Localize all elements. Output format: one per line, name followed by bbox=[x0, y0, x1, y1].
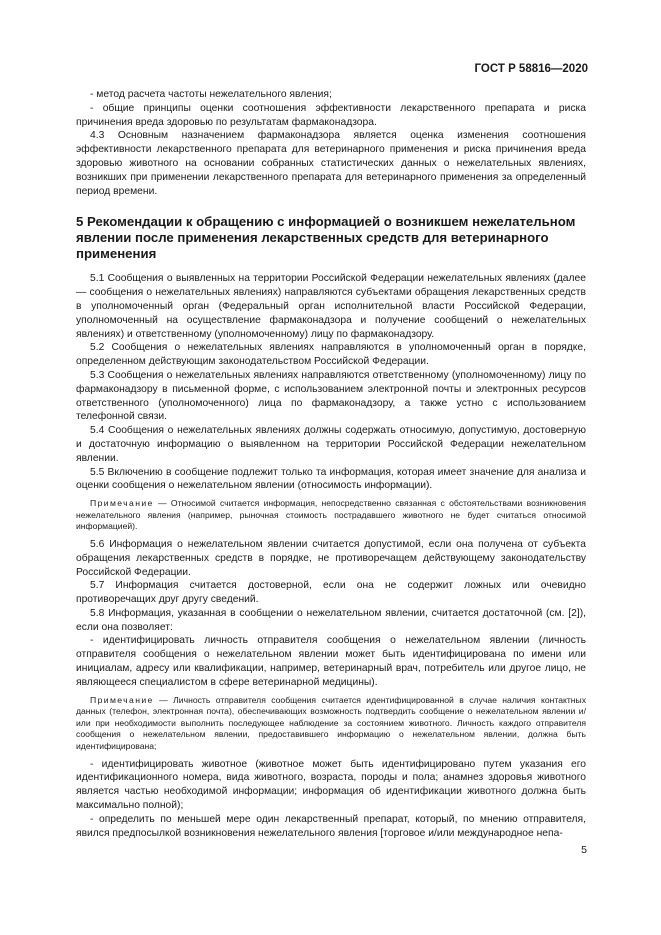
clause-5-4: 5.4 Сообщения о нежелательных явлениях должны содержать относимую, допустимую, достоверную и достаточную информацию о выявленном на территории Российской Федерации нежелательном явлении. bbox=[76, 425, 586, 464]
list-item: - общие принципы оценки соотношения эффективности лекарственного препарата и риска причинения вреда здоровью по результатам фармаконадзора. bbox=[76, 102, 586, 128]
page-number: 5 bbox=[581, 844, 587, 856]
clause-5-3: 5.3 Сообщения о нежелательных явлениях направляются ответственному (уполномоченному) лицу по фармаконадзору в письменной форме, с использованием электронной почты и электронных ресурсов ответственного (уполномоченного) лица по фармаконадзору, а также устно с использованием телефонной связи. bbox=[76, 369, 586, 423]
list-item: - метод расчета частоты нежелательного явления; bbox=[90, 89, 332, 100]
clause-5-2: 5.2 Сообщения о нежелательных явлениях направляются в уполномоченный орган в порядке, определенном действующим законодательством Российской Федерации. bbox=[76, 342, 586, 368]
note-1 bbox=[76, 498, 586, 533]
section-5-title: 5 Рекомендации к обращению с информацией о возникшем нежелательном явлении после применения лекарственных средств для ветеринарного применения bbox=[76, 214, 576, 262]
list-item: - идентифицировать животное (животное может быть идентифицировано путем указания его идентификационного номера, вида животного, возраста, породы и пола; анамнез здоровья животного является частью необходимой информации; информация об идентификации животного должна быть максимально полной); bbox=[76, 758, 586, 812]
note-label: Примечание bbox=[90, 694, 154, 705]
list-item: - идентифицировать личность отправителя сообщения о нежелательном явлении (личность отправителя сообщения о нежелательном явлении может быть идентифицирована по имени или инициалам, адресу или квалификации, например, ветеринарный врач, потребитель или другое лицо, не являющееся специалистом в сфере ветеринарной медицины). bbox=[76, 635, 586, 688]
note-2 bbox=[76, 695, 586, 753]
note-text: — Относимой считается информация, непосредственно связанная с обстоятельствами возникновения нежелательного явления (например, рыночная стоимость пострадавшего животного не будет считаться относимой информацией). bbox=[76, 498, 586, 532]
clause-5-7: 5.7 Информация считается достоверной, если она не содержит ложных или очевидно противоречащих друг другу сведений. bbox=[76, 580, 586, 606]
standard-id: ГОСТ Р 58816—2020 bbox=[474, 63, 588, 75]
list-item: - определить по меньшей мере один лекарственный препарат, который, по мнению отправителя, явился предпосылкой возникновения нежелательного явления [торговое и/или международное непа- bbox=[76, 813, 586, 839]
clause-5-8: 5.8 Информация, указанная в сообщении о нежелательном явлении, считается достаточной (см. [2]), если она позволяет: bbox=[76, 607, 586, 633]
clause-5-6: 5.6 Информация о нежелательном явлении считается допустимой, если она получена от субъекта обращения лекарственных средств в порядке, не противоречащем действующему законодательству Российской Федерации. bbox=[76, 538, 586, 578]
note-text: — Личность отправителя сообщения считается идентифицированной в случае наличия контактных данных (телефон, электронная почта), обеспечивающих возможность подтвердить сообщение о нежелательном явлении и/или при необходимости выполнить последующее наблюдение за состоянием животного. Личность каждого отправителя сообщения о нежелательном явлении, предоставившего информацию о нежелательном явлении, должна быть идентифицирована; bbox=[76, 694, 586, 752]
clause-5-1: 5.1 Сообщения о выявленных на территории Российской Федерации нежелательных явлениях (далее — сообщения о нежелательных явлениях) направляются субъектами обращения лекарственных средств в уполномоченный орган (Федеральный орган исполнительной власти Российской Федерации, уполномоченный на осуществление фармаконадзора и получение сообщений о нежелательных явлениях) и ответственному (уполномоченному) лицу по фармаконадзору. bbox=[76, 273, 586, 340]
note-label: Примечание bbox=[90, 498, 154, 509]
page-body bbox=[76, 88, 586, 840]
clause-4-3: 4.3 Основным назначением фармаконадзора является оценка изменения соотношения эффективности лекарственного препарата для ветеринарного применения и риска причинения вреда здоровью животного на основании собранных статистических данных о нежелательных явлениях, возникших при применении лекарственного препарата для ветеринарного применения за определенный период времени. bbox=[76, 130, 586, 197]
clause-5-5: 5.5 Включению в сообщение подлежит только та информация, которая имеет значение для анализа и оценки сообщения о нежелательном явлении (относимость информации). bbox=[76, 466, 586, 492]
